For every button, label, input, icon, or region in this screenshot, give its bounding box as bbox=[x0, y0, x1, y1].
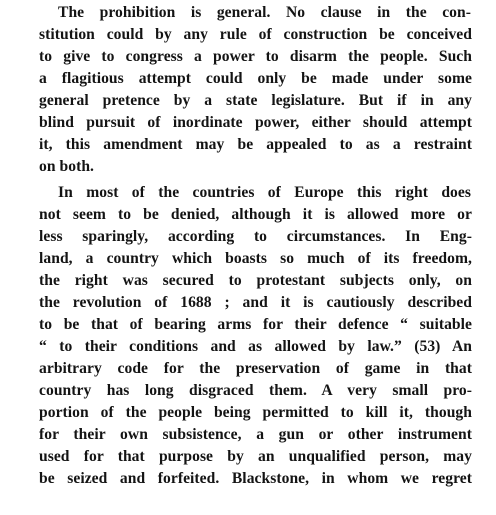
line-text: stitution could by any rule of construction be conceived bbox=[39, 26, 472, 43]
line-text: on both. bbox=[39, 158, 95, 175]
text-line bbox=[0, 24, 496, 46]
text-line bbox=[0, 46, 496, 68]
text-line bbox=[0, 134, 496, 156]
text-line bbox=[0, 112, 496, 134]
line-text: be seized and forfeited. Blackstone, in whom we regret bbox=[39, 470, 472, 487]
text-line bbox=[0, 2, 496, 24]
line-text: the right was secured to protestant subjects only, on bbox=[39, 272, 472, 289]
text-line bbox=[0, 270, 496, 292]
line-text: In most of the countries of Europe this right does bbox=[58, 184, 471, 201]
line-text: blind pursuit of inordinate power, either should attempt bbox=[39, 114, 472, 131]
text-line bbox=[0, 156, 496, 178]
text-line bbox=[0, 226, 496, 248]
text-line bbox=[0, 292, 496, 314]
text-line bbox=[0, 468, 496, 490]
text-line bbox=[0, 68, 496, 90]
line-text: used for that purpose by an unqualified person, may bbox=[39, 448, 472, 465]
text-line bbox=[0, 402, 496, 424]
text-line bbox=[0, 90, 496, 112]
line-text: land, a country which boasts so much of its freedom, bbox=[39, 250, 472, 267]
line-text: it, this amendment may be appealed to as a restraint bbox=[39, 136, 472, 153]
line-text: “ to their conditions and as allowed by law.” (53) An bbox=[39, 338, 472, 355]
line-text: arbitrary code for the preservation of game in that bbox=[39, 360, 472, 377]
line-text: a flagitious attempt could only be made under some bbox=[39, 70, 472, 87]
line-text: the revolution of 1688 ; and it is cautiously described bbox=[39, 294, 472, 311]
text-line bbox=[0, 314, 496, 336]
line-text: to be that of bearing arms for their defence “ suitable bbox=[39, 316, 472, 333]
text-line bbox=[0, 204, 496, 226]
text-line bbox=[0, 380, 496, 402]
line-text: not seem to be denied, although it is allowed more or bbox=[39, 206, 472, 223]
text-line bbox=[0, 336, 496, 358]
line-text: general pretence by a state legislature. But if in any bbox=[39, 92, 472, 109]
text-line bbox=[0, 248, 496, 270]
line-text: to give to congress a power to disarm the people. Such bbox=[39, 48, 472, 65]
line-text: The prohibition is general. No clause in the con- bbox=[58, 4, 471, 21]
line-text: portion of the people being permitted to kill it, though bbox=[39, 404, 472, 421]
line-text: less sparingly, according to circumstances. In Eng- bbox=[39, 228, 472, 245]
text-line bbox=[0, 182, 496, 204]
text-line bbox=[0, 424, 496, 446]
text-line bbox=[0, 358, 496, 380]
line-text: country has long disgraced them. A very small pro- bbox=[39, 382, 472, 399]
text-line bbox=[0, 446, 496, 468]
line-text: for their own subsistence, a gun or other instrument bbox=[39, 426, 472, 443]
